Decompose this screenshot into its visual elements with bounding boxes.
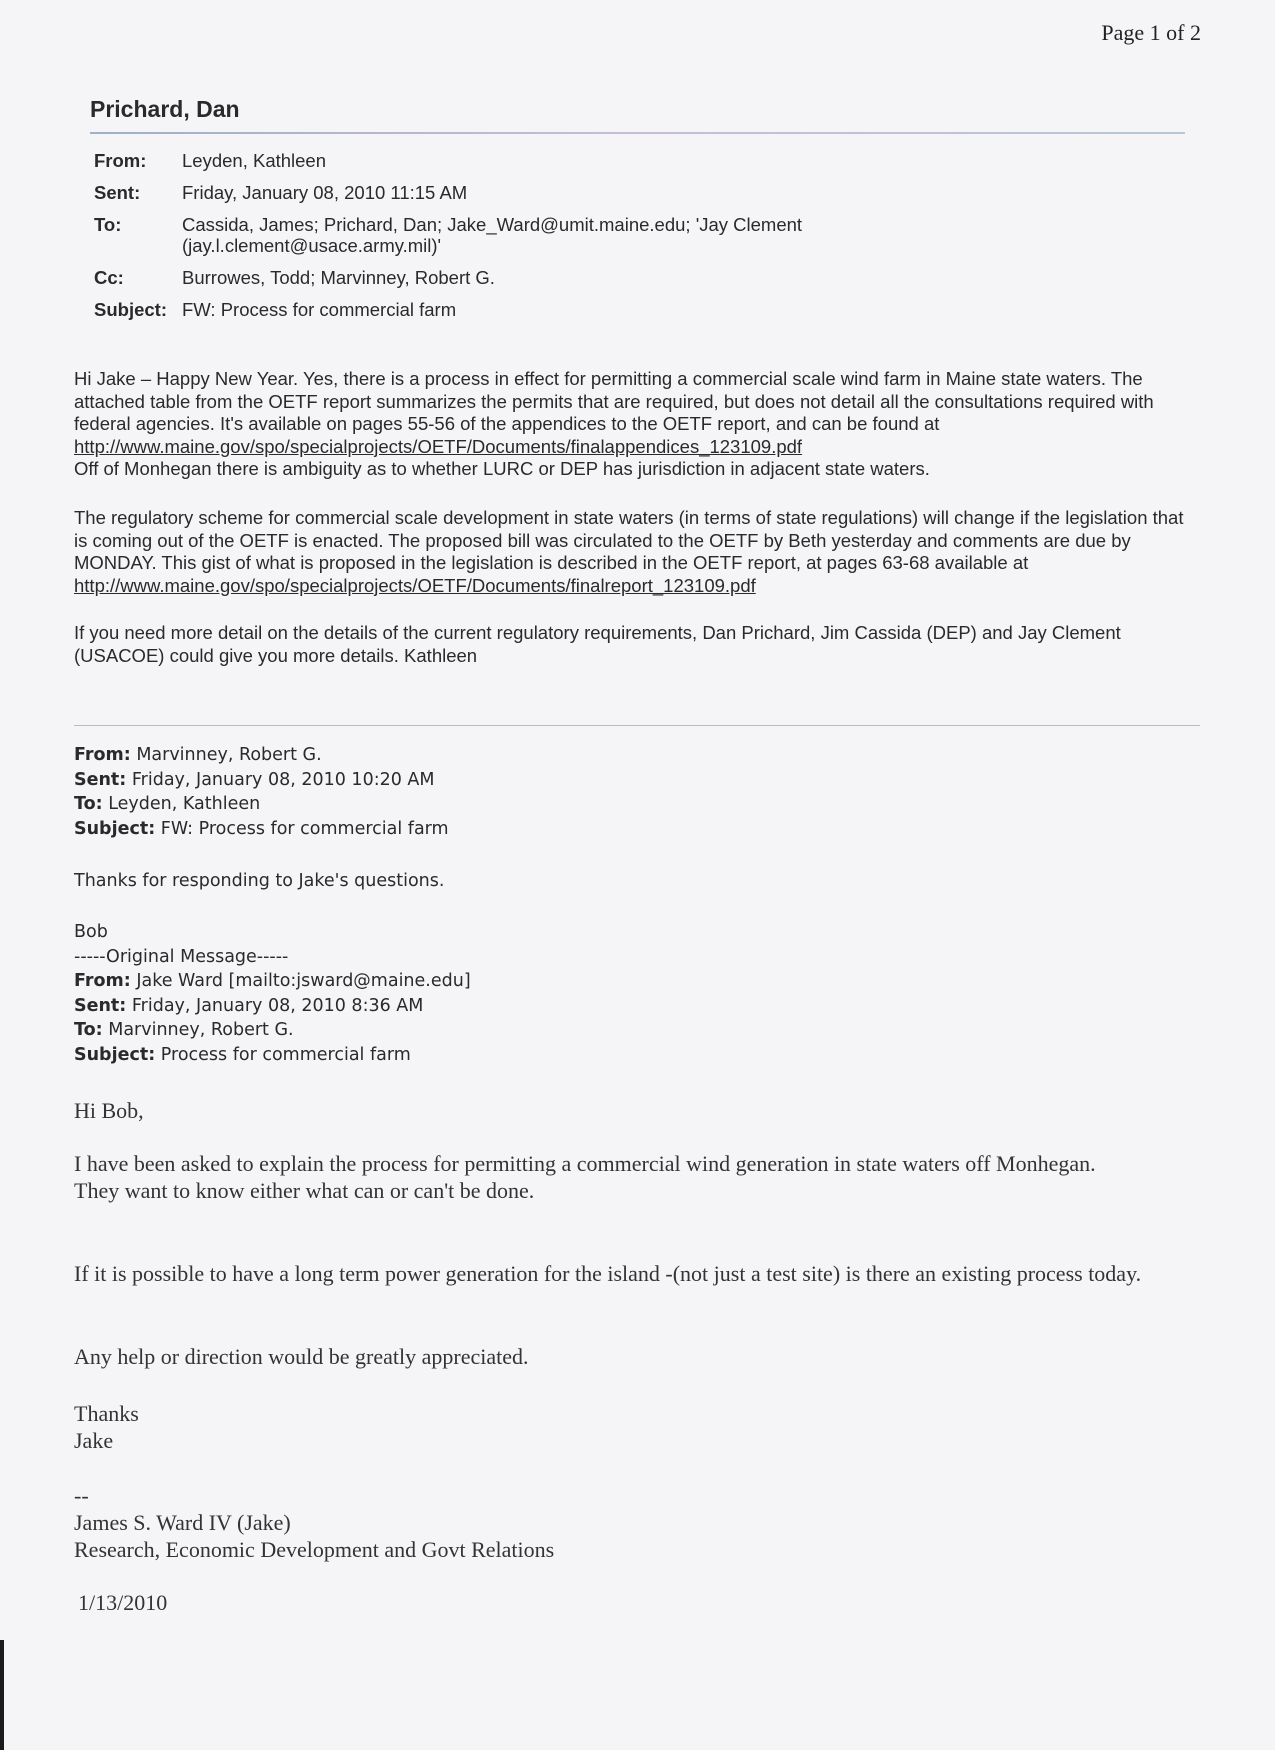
jake-p3-text: Any help or direction would be greatly appreciated. bbox=[74, 1344, 529, 1369]
jake-closing bbox=[74, 1400, 1174, 1454]
jake-greeting bbox=[74, 1097, 1174, 1124]
footer-date: 1/13/2010 bbox=[78, 1590, 168, 1615]
message-paragraph-3 bbox=[74, 622, 1200, 667]
page-number: Page 1 of 2 bbox=[1101, 20, 1201, 45]
signature-department: Research, Economic Development and Govt Relations bbox=[74, 1537, 555, 1562]
sent-value: Friday, January 08, 2010 11:15 AM bbox=[182, 182, 468, 203]
forward-message bbox=[74, 869, 1174, 894]
greeting-text: Hi Bob, bbox=[74, 1098, 144, 1123]
jake-p1b-text: They want to know either what can or can't be done. bbox=[74, 1178, 535, 1203]
original-message-header bbox=[74, 920, 1174, 1067]
fwd-sent-value: Friday, January 08, 2010 10:20 AM bbox=[131, 769, 435, 790]
signature-name: James S. Ward IV (Jake) bbox=[74, 1510, 291, 1535]
fwd-from-value: Marvinney, Robert G. bbox=[136, 745, 322, 765]
from-value: Leyden, Kathleen bbox=[182, 150, 327, 171]
original-message-marker: -----Original Message----- bbox=[74, 946, 289, 967]
report-link[interactable]: http://www.maine.gov/spo/specialprojects/OETF/Documents/finalreport_123109.pdf bbox=[74, 574, 756, 596]
header-from-row bbox=[94, 150, 1194, 182]
paragraph-1-tail: Off of Monhegan there is ambiguity as to whether LURC or DEP has jurisdiction in adjacent state waters. bbox=[74, 458, 930, 479]
fwd-subject-value: FW: Process for commercial farm bbox=[160, 818, 449, 839]
paragraph-3-text: If you need more detail on the details of the current regulatory requirements, Dan Prichard, Jim Cassida (DEP) and Jay Clement (USACOE) could give you more details. Kathleen bbox=[74, 622, 1121, 666]
message-paragraph-2 bbox=[74, 507, 1200, 597]
header-subject-row bbox=[94, 299, 1194, 331]
orig-subject-label: Subject: bbox=[74, 1044, 156, 1065]
orig-sent-label: Sent: bbox=[74, 995, 127, 1016]
sent-label: Sent: bbox=[94, 182, 141, 203]
cc-label: Cc: bbox=[94, 267, 124, 288]
email-header bbox=[94, 150, 1194, 331]
fwd-subject-label: Subject: bbox=[74, 818, 156, 839]
header-sent-row bbox=[94, 182, 1194, 214]
header-to-row bbox=[94, 214, 1194, 267]
orig-from-label: From: bbox=[74, 971, 131, 991]
orig-sent-value: Friday, January 08, 2010 8:36 AM bbox=[131, 995, 424, 1016]
closing-name: Jake bbox=[74, 1428, 114, 1453]
fwd-signoff: Bob bbox=[74, 922, 108, 942]
paragraph-2-text: The regulatory scheme for commercial scale development in state waters (in terms of state regulations) will change if the legislation that is coming out of the OETF is enacted. The proposed bill was circulated to the OETF by Beth yesterday and comments are due by MONDAY. This gist of what is proposed in the legislation is described in the OETF report, at pages 63-68 available at bbox=[74, 507, 1184, 573]
scan-edge-mark bbox=[0, 1640, 4, 1750]
fwd-to-value: Leyden, Kathleen bbox=[108, 794, 261, 814]
to-value bbox=[182, 214, 1194, 267]
orig-from-value: Jake Ward [mailto:jsward@maine.edu] bbox=[136, 971, 471, 991]
jake-p2-text: If it is possible to have a long term power generation for the island -(not just a test site) is there an existing process today. bbox=[74, 1261, 1142, 1286]
fwd-to-label: To: bbox=[74, 794, 103, 814]
subject-value: FW: Process for commercial farm bbox=[182, 299, 457, 320]
cc-value: Burrowes, Todd; Marvinney, Robert G. bbox=[182, 267, 495, 288]
subject-label: Subject: bbox=[94, 299, 167, 320]
fwd-from-label: From: bbox=[74, 745, 131, 765]
header-divider bbox=[90, 132, 1185, 134]
paragraph-1-text: Hi Jake – Happy New Year. Yes, there is a process in effect for permitting a commercial scale wind farm in Maine state waters. The attached table from the OETF report summarizes the permits that are required, but does not detail all the consultations required with federal agencies. It's available on pages 55-56 of the appendices to the OETF report, and can be found at bbox=[74, 368, 1154, 434]
fwd-message-text: Thanks for responding to Jake's questions. bbox=[74, 871, 445, 891]
orig-to-value: Marvinney, Robert G. bbox=[108, 1020, 294, 1040]
to-label: To: bbox=[94, 214, 122, 235]
forward-header bbox=[74, 743, 1174, 841]
to-value-line2: (jay.l.clement@usace.army.mil)' bbox=[182, 235, 442, 256]
signature-dash: -- bbox=[74, 1483, 89, 1508]
from-label: From: bbox=[94, 150, 147, 171]
jake-paragraph-1 bbox=[74, 1150, 1174, 1204]
to-value-line1: Cassida, James; Prichard, Dan; Jake_Ward@umit.maine.edu; 'Jay Clement bbox=[182, 214, 803, 235]
closing-thanks: Thanks bbox=[74, 1401, 139, 1426]
jake-paragraph-2 bbox=[74, 1260, 1174, 1287]
appendices-link[interactable]: http://www.maine.gov/spo/specialprojects/OETF/Documents/finalappendices_123109.pdf bbox=[74, 435, 803, 457]
header-cc-row bbox=[94, 267, 1194, 299]
forward-divider bbox=[74, 725, 1200, 726]
jake-paragraph-3 bbox=[74, 1343, 1174, 1370]
jake-signature bbox=[74, 1482, 1174, 1563]
orig-to-label: To: bbox=[74, 1020, 103, 1040]
fwd-sent-label: Sent: bbox=[74, 769, 127, 790]
document-title: Prichard, Dan bbox=[90, 96, 240, 122]
message-paragraph-1 bbox=[74, 368, 1200, 481]
orig-subject-value: Process for commercial farm bbox=[160, 1044, 411, 1065]
jake-p1-text: I have been asked to explain the process for permitting a commercial wind generation in state waters off Monhegan. bbox=[74, 1151, 1096, 1176]
